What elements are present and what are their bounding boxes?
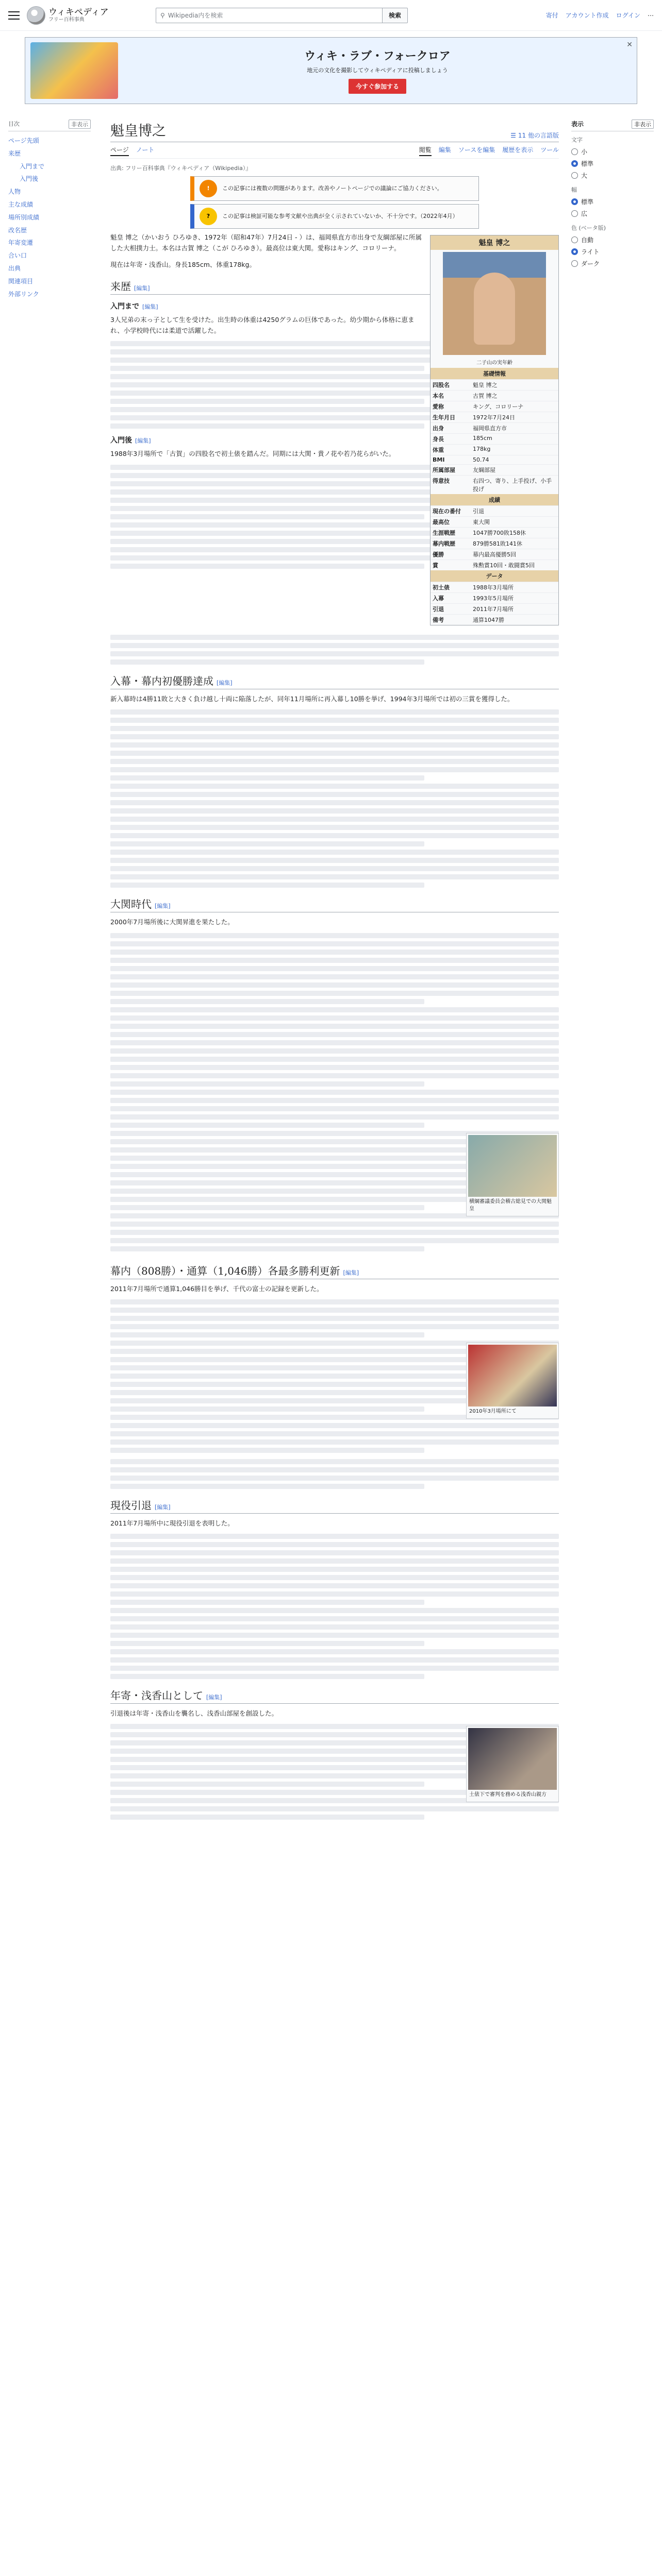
appearance-panel <box>571 120 654 269</box>
infobox-key: 幕内戦歴 <box>433 540 455 547</box>
infobox-title: 魁皇 博之 <box>431 235 558 250</box>
infobox-row <box>431 475 558 494</box>
page-tabs <box>110 145 559 159</box>
infobox-row <box>431 401 558 412</box>
toc-item[interactable]: 入門まで <box>20 162 45 170</box>
infobox <box>430 235 559 625</box>
subsection-heading: 入門後 [編集] <box>110 436 151 445</box>
infobox-value: 右四つ、寄り、上手投げ、小手投げ <box>473 478 552 493</box>
toc-item[interactable]: 来歴 <box>8 149 21 157</box>
infobox-value: 2011年7月場所 <box>473 606 514 613</box>
infobox-key: 出身 <box>433 425 444 432</box>
infobox-row <box>431 412 558 422</box>
infobox-row <box>431 455 558 464</box>
edit-link[interactable]: [編集] <box>217 680 233 686</box>
edit-link[interactable]: [編集] <box>142 303 158 310</box>
search-icon: ⚲ <box>160 11 165 19</box>
infobox-key: 所属部屋 <box>433 467 455 473</box>
notice-text: この記事には複数の問題があります。改善やノートページでの議論にご協力ください。 <box>222 184 443 192</box>
infobox-row <box>431 614 558 625</box>
lead-paragraph: 現在は年寄・浅香山。身長185cm、体重178kg。 <box>110 260 256 268</box>
infobox-row <box>431 549 558 560</box>
infobox-value: 魁皇 博之 <box>473 382 498 388</box>
infobox-key: 生年月日 <box>433 414 455 421</box>
infobox-value: 引退 <box>473 508 484 515</box>
toc-hide-button[interactable]: 非表示 <box>69 120 91 129</box>
sources-notice <box>190 204 479 229</box>
donate-link[interactable]: 寄付 <box>545 12 558 19</box>
body-paragraph: 1988年3月場所で「古賀」の四股名で初土俵を踏んだ。同期には大関・貴ノ花や若乃花らがいた。 <box>110 450 395 458</box>
logo-title: ウィキペディア <box>48 7 109 18</box>
infobox-key: 得意技 <box>433 478 450 484</box>
infobox-value: 友綱部屋 <box>473 467 495 473</box>
color-dark[interactable]: ダーク <box>571 258 654 269</box>
width-standard[interactable]: 標準 <box>571 196 654 208</box>
image-caption: 横綱審議委員会稽古総見での大関魁皇 <box>469 1198 552 1212</box>
article-image[interactable] <box>466 1133 559 1216</box>
maintenance-notice <box>190 176 479 201</box>
infobox-value: 879勝581敗141休 <box>473 540 522 547</box>
infobox-value: 50.74 <box>473 456 489 463</box>
infobox-row <box>431 592 558 603</box>
logo-subtitle: フリー百科事典 <box>48 17 85 23</box>
infobox-row <box>431 379 558 390</box>
body-paragraph: 新入幕時は4勝11敗と大きく負け越し十両に陥落したが、同年11月場所に再入幕し10勝を挙げ、1994年3月場所では初の三賞を獲得した。 <box>110 695 514 703</box>
personal-tools <box>546 11 654 20</box>
infobox-key: 本名 <box>433 393 444 399</box>
banner-join-button[interactable]: 今すぐ参加する <box>349 79 406 94</box>
toc-item[interactable]: 出典 <box>8 264 21 272</box>
edit-link[interactable]: [編集] <box>134 284 150 292</box>
banner-subtitle: 地元の文化を撮影してウィキペディアに投稿しましょう <box>307 66 448 74</box>
infobox-value: 殊勲賞10回・敢闘賞5回 <box>473 562 535 569</box>
color-label: 色 (ベータ版) <box>571 225 606 231</box>
search-input[interactable] <box>156 8 383 23</box>
section-heading: 現役引退 [編集] <box>110 1497 559 1514</box>
infobox-row <box>431 516 558 527</box>
infobox-row <box>431 603 558 614</box>
infobox-value: 1993年5月場所 <box>473 595 514 602</box>
language-button[interactable]: ☰ 11 他の言語版 <box>510 131 559 139</box>
infobox-value: 1047勝700敗158休 <box>473 530 526 536</box>
infobox-row <box>431 560 558 570</box>
tab-tools[interactable]: ツール <box>540 146 559 154</box>
infobox-key: 優勝 <box>433 551 444 558</box>
subsection-heading: 入門まで [編集] <box>110 302 158 311</box>
infobox-key: 現在の番付 <box>433 508 461 515</box>
tab-edit-source[interactable]: ソースを編集 <box>458 146 495 154</box>
infobox-key: 備考 <box>433 617 444 623</box>
infobox-row <box>431 582 558 592</box>
infobox-row <box>431 527 558 538</box>
notice-text: この記事は検証可能な参考文献や出典が全く示されていないか、不十分です。（2022年4月） <box>222 212 458 219</box>
toc-heading: 目次 <box>8 121 20 127</box>
section-heading: 大関時代 [編集] <box>110 896 559 912</box>
body-paragraph: 2011年7月場所で通算1,046勝目を挙げ、千代の富士の記録を更新した。 <box>110 1284 323 1293</box>
body-paragraph: 引退後は年寄・浅香山を襲名し、浅香山部屋を創設した。 <box>110 1709 278 1717</box>
toc-item[interactable]: 外部リンク <box>8 290 39 298</box>
toc-item[interactable]: 主な成績 <box>8 200 34 208</box>
infobox-key: BMI <box>433 456 445 463</box>
search-placeholder: Wikipedia内を検索 <box>168 12 223 19</box>
search-button[interactable]: 検索 <box>383 8 408 23</box>
infobox-row <box>431 464 558 475</box>
tab-talk[interactable]: ノート <box>136 146 155 154</box>
body-paragraph: 3人兄弟の末っ子として生を受けた。出生時の体重は4250グラムの巨体であった。幼少期から体格に恵まれ、小学校時代には柔道で活躍した。 <box>110 315 415 334</box>
section-heading: 幕内（808勝）・通算（1,046勝）各最多勝利更新 [編集] <box>110 1263 559 1279</box>
login-link[interactable]: ログイン <box>616 12 640 19</box>
campaign-banner <box>25 37 637 104</box>
infobox-photo[interactable] <box>443 252 546 355</box>
infobox-value: 福岡県直方市 <box>473 425 507 432</box>
appearance-heading: 表示 <box>571 121 584 128</box>
infobox-value: キング、コロリーナ <box>473 403 524 410</box>
infobox-value: 古賀 博之 <box>473 393 498 399</box>
infobox-key: 最高位 <box>433 519 450 526</box>
toc-item[interactable]: ページ先頭 <box>8 137 39 144</box>
lead-paragraph: 魁皇 博之（かいおう ひろゆき、1972年（昭和47年）7月24日 - ）は、福岡県直方市出身で友綱部屋に所属した大相撲力士。本名は古賀 博之（こが ひろゆき）。最高位は東大関。愛称はキング、コロリーナ。 <box>110 233 422 252</box>
infobox-key: 賞 <box>433 562 438 569</box>
create-account-link[interactable]: アカウント作成 <box>565 12 609 19</box>
edit-link[interactable]: [編集] <box>135 437 151 445</box>
translate-icon: ☰ <box>510 131 516 139</box>
image-caption: 2010年3月場所にて <box>469 1408 517 1414</box>
tab-edit[interactable]: 編集 <box>438 146 451 154</box>
infobox-value: 通算1047勝 <box>473 617 504 623</box>
article-image[interactable] <box>466 1343 559 1419</box>
infobox-row <box>431 390 558 401</box>
infobox-row <box>431 538 558 549</box>
width-wide[interactable]: 広 <box>571 208 654 219</box>
section-heading: 来歴 [編集] <box>110 278 559 295</box>
text-size-standard[interactable]: 標準 <box>571 158 654 170</box>
infobox-value: 1972年7月24日 <box>473 414 515 421</box>
article-image[interactable] <box>466 1726 559 1802</box>
infobox-key: 体重 <box>433 447 444 453</box>
color-light[interactable]: ライト <box>571 246 654 258</box>
infobox-row <box>431 505 558 516</box>
toc-item[interactable]: 人物 <box>8 188 21 196</box>
banner-title: ウィキ・ラブ・フォークロア <box>304 49 451 63</box>
text-size-large[interactable]: 大 <box>571 170 654 181</box>
color-auto[interactable]: 自動 <box>571 234 654 246</box>
infobox-section: 成績 <box>431 494 558 505</box>
section-heading: 入幕・幕内初優勝達成 [編集] <box>110 673 559 689</box>
infobox-key: 入幕 <box>433 595 444 602</box>
edit-link[interactable]: [編集] <box>155 903 171 910</box>
menu-icon[interactable] <box>8 11 20 20</box>
close-icon[interactable]: ✕ <box>626 41 633 49</box>
infobox-value: 185cm <box>473 435 492 442</box>
infobox-section: データ <box>431 570 558 582</box>
toc-item[interactable]: 関連項目 <box>8 277 34 285</box>
site-tagline: 出典: フリー百科事典『ウィキペディア（Wikipedia）』 <box>110 165 252 172</box>
toc-item[interactable]: 合い口 <box>8 252 27 260</box>
width-label: 幅 <box>571 187 577 193</box>
site-logo[interactable] <box>27 6 145 25</box>
table-of-contents <box>8 120 91 300</box>
wikipedia-globe-icon <box>27 6 45 25</box>
warning-icon: ! <box>200 180 217 197</box>
infobox-value: 1988年3月場所 <box>473 584 514 591</box>
infobox-key: 身長 <box>433 436 444 443</box>
infobox-value: 東大関 <box>473 519 490 526</box>
infobox-key: 愛称 <box>433 403 444 410</box>
infobox-value: 178kg <box>473 446 491 452</box>
toc-item[interactable]: 場所別成績 <box>8 213 40 221</box>
site-header <box>0 0 662 31</box>
appearance-hide-button[interactable]: 非表示 <box>632 120 654 129</box>
infobox-key: 四股名 <box>433 382 450 388</box>
edit-link[interactable]: [編集] <box>206 1694 222 1701</box>
article-main <box>110 120 559 1823</box>
text-size-small[interactable]: 小 <box>571 146 654 158</box>
question-icon: ? <box>200 208 217 225</box>
tab-history[interactable]: 履歴を表示 <box>502 146 534 154</box>
infobox-key: 引退 <box>433 606 444 613</box>
infobox-caption: 二子山の実年齢 <box>476 360 512 366</box>
toc-item[interactable]: 改名歴 <box>8 226 27 234</box>
tab-read[interactable]: 閲覧 <box>419 145 432 156</box>
infobox-value: 幕内最高優勝5回 <box>473 551 516 558</box>
page-title: 魁皇博之 <box>110 123 166 139</box>
more-options-icon[interactable]: ⋯ <box>648 11 654 19</box>
section-heading: 年寄・浅香山として [編集] <box>110 1687 559 1704</box>
toc-item[interactable]: 入門後 <box>20 175 39 183</box>
infobox-row <box>431 433 558 444</box>
infobox-key: 生涯戦歴 <box>433 530 455 536</box>
edit-link[interactable]: [編集] <box>343 1269 359 1276</box>
edit-link[interactable]: [編集] <box>155 1503 171 1511</box>
body-paragraph: 2000年7月場所後に大関昇進を果たした。 <box>110 918 234 926</box>
body-paragraph: 2011年7月場所中に現役引退を表明した。 <box>110 1519 234 1527</box>
banner-image <box>30 42 118 99</box>
infobox-section: 基礎情報 <box>431 368 558 379</box>
infobox-key: 初土俵 <box>433 584 450 591</box>
toc-item[interactable]: 年寄変遷 <box>8 239 34 247</box>
text-size-label: 文字 <box>571 137 583 143</box>
search-form <box>156 8 408 23</box>
infobox-row <box>431 422 558 433</box>
infobox-row <box>431 444 558 455</box>
tab-page[interactable]: ページ <box>110 145 129 156</box>
image-caption: 土俵下で審判を務める浅香山親方 <box>469 1792 547 1798</box>
